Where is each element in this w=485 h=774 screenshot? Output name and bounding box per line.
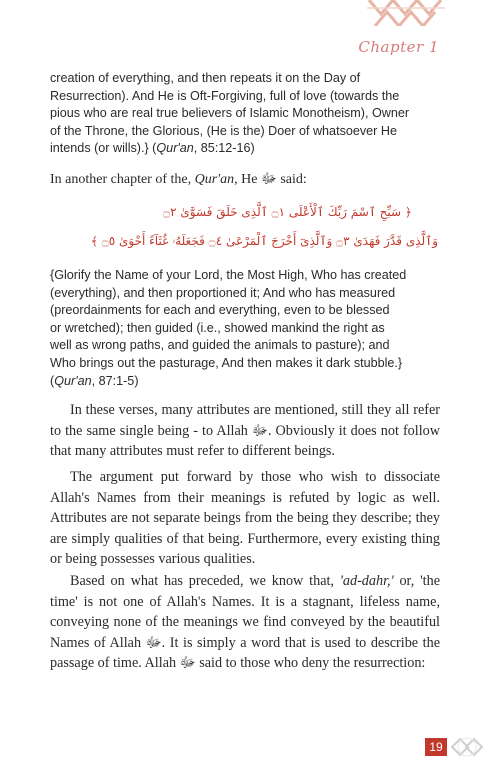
para3-rest: or, 'the time' is not one of Allah's Names. It is a stagnant, lifeless name, conveying none of the meanings we find conveyed by the beautiful Names of Allah ﷻ. It is simply a word that is used to describe the passage of time. Allah ﷻ said to those who deny the resurrection: [50,573,441,672]
intro-before: In another chapter of the, [50,172,195,187]
quote-block-2 [50,267,435,390]
chapter-label: Chapter 1 [358,38,439,56]
quote2-reference: Qur'an [54,373,92,388]
paragraph-ad-dahr [50,571,440,674]
quote2-line-5: well as wrong paths, and guided the animals to pasture); and [50,338,390,353]
para3-term: 'ad-dahr,' [339,573,394,589]
quote2-reference-tail: , 87:1-5) [91,373,139,388]
ornament-top-icon [367,0,445,26]
arabic-verse-line-1: ﴿ سَبِّحِ ٱسْمَ رَبِّكَ ٱلْأَعْلَى ۝١ ٱلَّذِى خَلَقَ فَسَوَّىٰ ۝٢ [163,205,412,219]
intro-after: , He ﷻ said: [234,172,307,187]
quote2-line-3: (preordainments for each and everything, even to be blessed [50,303,390,318]
para3-start: Based on what has preceded, we know that, [70,573,340,589]
quote1-line-1: creation of everything, and then repeats it on the Day of [50,71,361,85]
paragraph-argument: The argument put forward by those who wish to dissociate Allah's Names from their meanings is refuted by logic as well. Attributes are not separate beings from the being they describe; they are simply qualities of that being. Furthermore, every existing thing or being possesses various qualities. [50,469,440,568]
quote2-line-1: {Glorify the Name of your Lord, the Most High, Who has created [50,268,407,282]
quote2-open-paren: ( [50,373,55,388]
quote2-line-2: (everything), and then proportioned it; And who has measured [50,285,396,300]
quote2-line-7 [50,373,435,391]
paragraph-attributes: In these verses, many attributes are mentioned, still they all refer to the same single being - to Allah ﷻ. Obviously it does not follow that many attributes must refer to different beings. [50,402,440,460]
quote1-line-3: pious who are real true believers of Islamic Monotheism), Owner [50,106,410,121]
arabic-verse-line-2: وَٱلَّذِى قَدَّرَ فَهَدَىٰ ۝٣ وَٱلَّذِىٓ أَخْرَجَ ٱلْمَرْعَىٰ ۝٤ فَجَعَلَهُۥ غُثَآءً أَحْوَىٰ ۝٥ ﴾ [90,234,438,248]
page-number: 19 [425,738,447,756]
quote1-reference-tail: , 85:12-16) [193,141,255,156]
intro-sentence [50,171,440,189]
quote-block-1 [50,70,435,158]
quote1-line-5 [50,140,435,158]
intro-italic: Qur'an [194,172,235,187]
ornament-bottom-icon [450,735,485,760]
quote1-reference: Qur'an [156,141,194,156]
quote1-line-4: of the Throne, the Glorious, (He is the) Doer of whatsoever He [50,123,397,138]
quote2-line-6: Who brings out the pasturage, And then makes it dark stubble.} [50,355,403,370]
quote2-line-4: or wretched); then guided (i.e., showed mankind the right as [50,320,385,335]
quote1-line-5-text: intends (or wills).} ( [50,141,157,156]
quote1-line-2: Resurrection). And He is Oft-Forgiving, full of love (towards the [50,88,400,103]
